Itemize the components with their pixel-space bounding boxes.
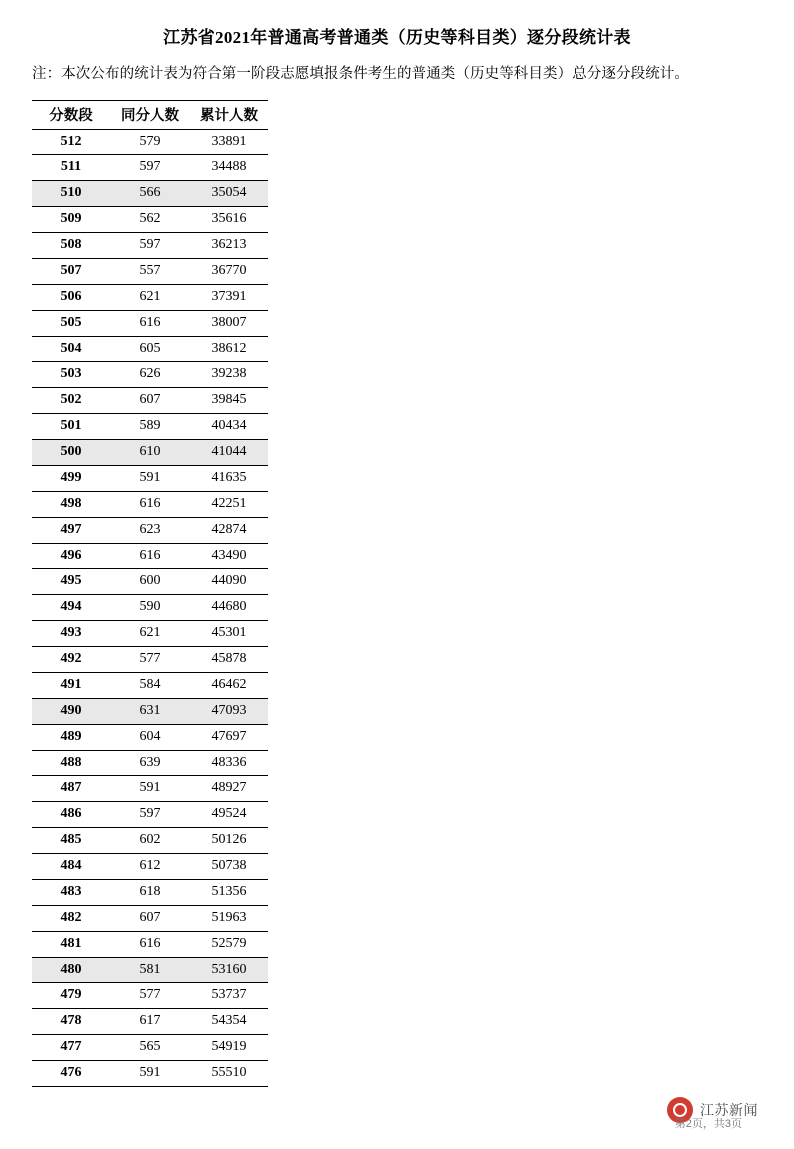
cell-same-score-count: 617 <box>110 1009 190 1035</box>
cell-cumulative-count: 48336 <box>190 750 268 776</box>
cell-cumulative-count: 52579 <box>190 931 268 957</box>
table-row <box>32 181 268 207</box>
cell-segment: 498 <box>32 491 110 517</box>
cell-same-score-count: 602 <box>110 828 190 854</box>
table-row <box>32 388 268 414</box>
cell-same-score-count: 610 <box>110 440 190 466</box>
cell-segment: 478 <box>32 1009 110 1035</box>
cell-cumulative-count: 39845 <box>190 388 268 414</box>
cell-segment: 491 <box>32 672 110 698</box>
cell-same-score-count: 579 <box>110 129 190 155</box>
cell-same-score-count: 590 <box>110 595 190 621</box>
cell-same-score-count: 565 <box>110 1035 190 1061</box>
cell-segment: 510 <box>32 181 110 207</box>
table-row <box>32 491 268 517</box>
cell-same-score-count: 623 <box>110 517 190 543</box>
cell-same-score-count: 626 <box>110 362 190 388</box>
cell-segment: 476 <box>32 1061 110 1087</box>
table-row <box>32 828 268 854</box>
column-header-cumulative-count: 累计人数 <box>190 100 268 129</box>
cell-cumulative-count: 42874 <box>190 517 268 543</box>
cell-segment: 486 <box>32 802 110 828</box>
cell-same-score-count: 616 <box>110 491 190 517</box>
cell-segment: 496 <box>32 543 110 569</box>
cell-cumulative-count: 43490 <box>190 543 268 569</box>
cell-cumulative-count: 36770 <box>190 258 268 284</box>
table-row <box>32 440 268 466</box>
document-note: 注：本次公布的统计表为符合第一阶段志愿填报条件考生的普通类（历史等科目类）总分逐分段统计。 <box>32 65 689 82</box>
cell-cumulative-count: 36213 <box>190 233 268 259</box>
table-row <box>32 336 268 362</box>
table-row <box>32 621 268 647</box>
cell-same-score-count: 597 <box>110 155 190 181</box>
cell-cumulative-count: 54354 <box>190 1009 268 1035</box>
cell-cumulative-count: 41635 <box>190 465 268 491</box>
table-row <box>32 207 268 233</box>
cell-cumulative-count: 48927 <box>190 776 268 802</box>
table-row <box>32 310 268 336</box>
cell-segment: 512 <box>32 129 110 155</box>
cell-cumulative-count: 55510 <box>190 1061 268 1087</box>
cell-same-score-count: 621 <box>110 621 190 647</box>
cell-segment: 497 <box>32 517 110 543</box>
cell-same-score-count: 566 <box>110 181 190 207</box>
cell-cumulative-count: 35616 <box>190 207 268 233</box>
cell-segment: 485 <box>32 828 110 854</box>
score-table-container <box>0 100 794 1087</box>
table-row <box>32 672 268 698</box>
table-row <box>32 284 268 310</box>
cell-same-score-count: 577 <box>110 647 190 673</box>
table-row <box>32 802 268 828</box>
table-header-row <box>32 100 268 129</box>
cell-segment: 499 <box>32 465 110 491</box>
cell-same-score-count: 621 <box>110 284 190 310</box>
cell-segment: 506 <box>32 284 110 310</box>
page-title: 江苏省2021年普通高考普通类（历史等科目类）逐分段统计表 <box>163 28 631 47</box>
score-distribution-table <box>32 100 268 1087</box>
cell-same-score-count: 607 <box>110 905 190 931</box>
table-row <box>32 724 268 750</box>
cell-segment: 502 <box>32 388 110 414</box>
table-row <box>32 931 268 957</box>
cell-segment: 500 <box>32 440 110 466</box>
cell-segment: 488 <box>32 750 110 776</box>
table-row <box>32 905 268 931</box>
cell-same-score-count: 607 <box>110 388 190 414</box>
cell-same-score-count: 597 <box>110 802 190 828</box>
cell-same-score-count: 589 <box>110 414 190 440</box>
cell-same-score-count: 577 <box>110 983 190 1009</box>
cell-same-score-count: 616 <box>110 310 190 336</box>
cell-cumulative-count: 34488 <box>190 155 268 181</box>
cell-cumulative-count: 45878 <box>190 647 268 673</box>
cell-cumulative-count: 50126 <box>190 828 268 854</box>
table-row <box>32 569 268 595</box>
cell-segment: 503 <box>32 362 110 388</box>
cell-segment: 511 <box>32 155 110 181</box>
table-row <box>32 129 268 155</box>
cell-segment: 480 <box>32 957 110 983</box>
cell-same-score-count: 616 <box>110 931 190 957</box>
cell-cumulative-count: 38612 <box>190 336 268 362</box>
cell-same-score-count: 639 <box>110 750 190 776</box>
table-header <box>32 100 268 129</box>
cell-cumulative-count: 51356 <box>190 879 268 905</box>
cell-cumulative-count: 35054 <box>190 181 268 207</box>
cell-same-score-count: 584 <box>110 672 190 698</box>
table-row <box>32 155 268 181</box>
table-row <box>32 595 268 621</box>
cell-cumulative-count: 37391 <box>190 284 268 310</box>
table-row <box>32 362 268 388</box>
table-row <box>32 258 268 284</box>
cell-segment: 483 <box>32 879 110 905</box>
cell-same-score-count: 631 <box>110 698 190 724</box>
cell-segment: 487 <box>32 776 110 802</box>
page-number: 第2页，共3页 <box>674 1118 742 1130</box>
cell-same-score-count: 616 <box>110 543 190 569</box>
cell-cumulative-count: 53737 <box>190 983 268 1009</box>
table-row <box>32 414 268 440</box>
cell-segment: 493 <box>32 621 110 647</box>
cell-cumulative-count: 47093 <box>190 698 268 724</box>
cell-segment: 490 <box>32 698 110 724</box>
cell-cumulative-count: 51963 <box>190 905 268 931</box>
page-footer <box>0 1029 794 1149</box>
cell-same-score-count: 591 <box>110 465 190 491</box>
cell-cumulative-count: 40434 <box>190 414 268 440</box>
cell-segment: 479 <box>32 983 110 1009</box>
cell-segment: 492 <box>32 647 110 673</box>
table-row <box>32 517 268 543</box>
cell-segment: 494 <box>32 595 110 621</box>
cell-cumulative-count: 54919 <box>190 1035 268 1061</box>
table-row <box>32 879 268 905</box>
cell-cumulative-count: 41044 <box>190 440 268 466</box>
table-row <box>32 465 268 491</box>
cell-segment: 481 <box>32 931 110 957</box>
cell-cumulative-count: 42251 <box>190 491 268 517</box>
cell-segment: 509 <box>32 207 110 233</box>
cell-same-score-count: 604 <box>110 724 190 750</box>
cell-cumulative-count: 33891 <box>190 129 268 155</box>
cell-same-score-count: 618 <box>110 879 190 905</box>
cell-cumulative-count: 45301 <box>190 621 268 647</box>
cell-same-score-count: 612 <box>110 854 190 880</box>
cell-same-score-count: 581 <box>110 957 190 983</box>
cell-cumulative-count: 49524 <box>190 802 268 828</box>
cell-cumulative-count: 44090 <box>190 569 268 595</box>
table-row <box>32 983 268 1009</box>
table-row <box>32 957 268 983</box>
cell-segment: 508 <box>32 233 110 259</box>
table-row <box>32 698 268 724</box>
cell-cumulative-count: 47697 <box>190 724 268 750</box>
cell-segment: 484 <box>32 854 110 880</box>
cell-cumulative-count: 46462 <box>190 672 268 698</box>
cell-cumulative-count: 53160 <box>190 957 268 983</box>
cell-same-score-count: 597 <box>110 233 190 259</box>
cell-segment: 495 <box>32 569 110 595</box>
table-row <box>32 233 268 259</box>
cell-segment: 504 <box>32 336 110 362</box>
cell-segment: 482 <box>32 905 110 931</box>
table-row <box>32 750 268 776</box>
table-body <box>32 129 268 1086</box>
cell-same-score-count: 605 <box>110 336 190 362</box>
cell-segment: 505 <box>32 310 110 336</box>
cell-cumulative-count: 39238 <box>190 362 268 388</box>
cell-cumulative-count: 50738 <box>190 854 268 880</box>
column-header-segment: 分数段 <box>32 100 110 129</box>
brand-name: 江苏新闻 <box>700 1102 758 1118</box>
cell-same-score-count: 591 <box>110 1061 190 1087</box>
cell-cumulative-count: 38007 <box>190 310 268 336</box>
cell-same-score-count: 591 <box>110 776 190 802</box>
table-row <box>32 776 268 802</box>
cell-segment: 477 <box>32 1035 110 1061</box>
table-row <box>32 854 268 880</box>
column-header-same-score-count: 同分人数 <box>110 100 190 129</box>
document-page <box>0 26 794 1149</box>
cell-cumulative-count: 44680 <box>190 595 268 621</box>
table-row <box>32 543 268 569</box>
table-row <box>32 647 268 673</box>
cell-same-score-count: 557 <box>110 258 190 284</box>
cell-same-score-count: 562 <box>110 207 190 233</box>
cell-segment: 501 <box>32 414 110 440</box>
cell-segment: 507 <box>32 258 110 284</box>
cell-same-score-count: 600 <box>110 569 190 595</box>
cell-segment: 489 <box>32 724 110 750</box>
